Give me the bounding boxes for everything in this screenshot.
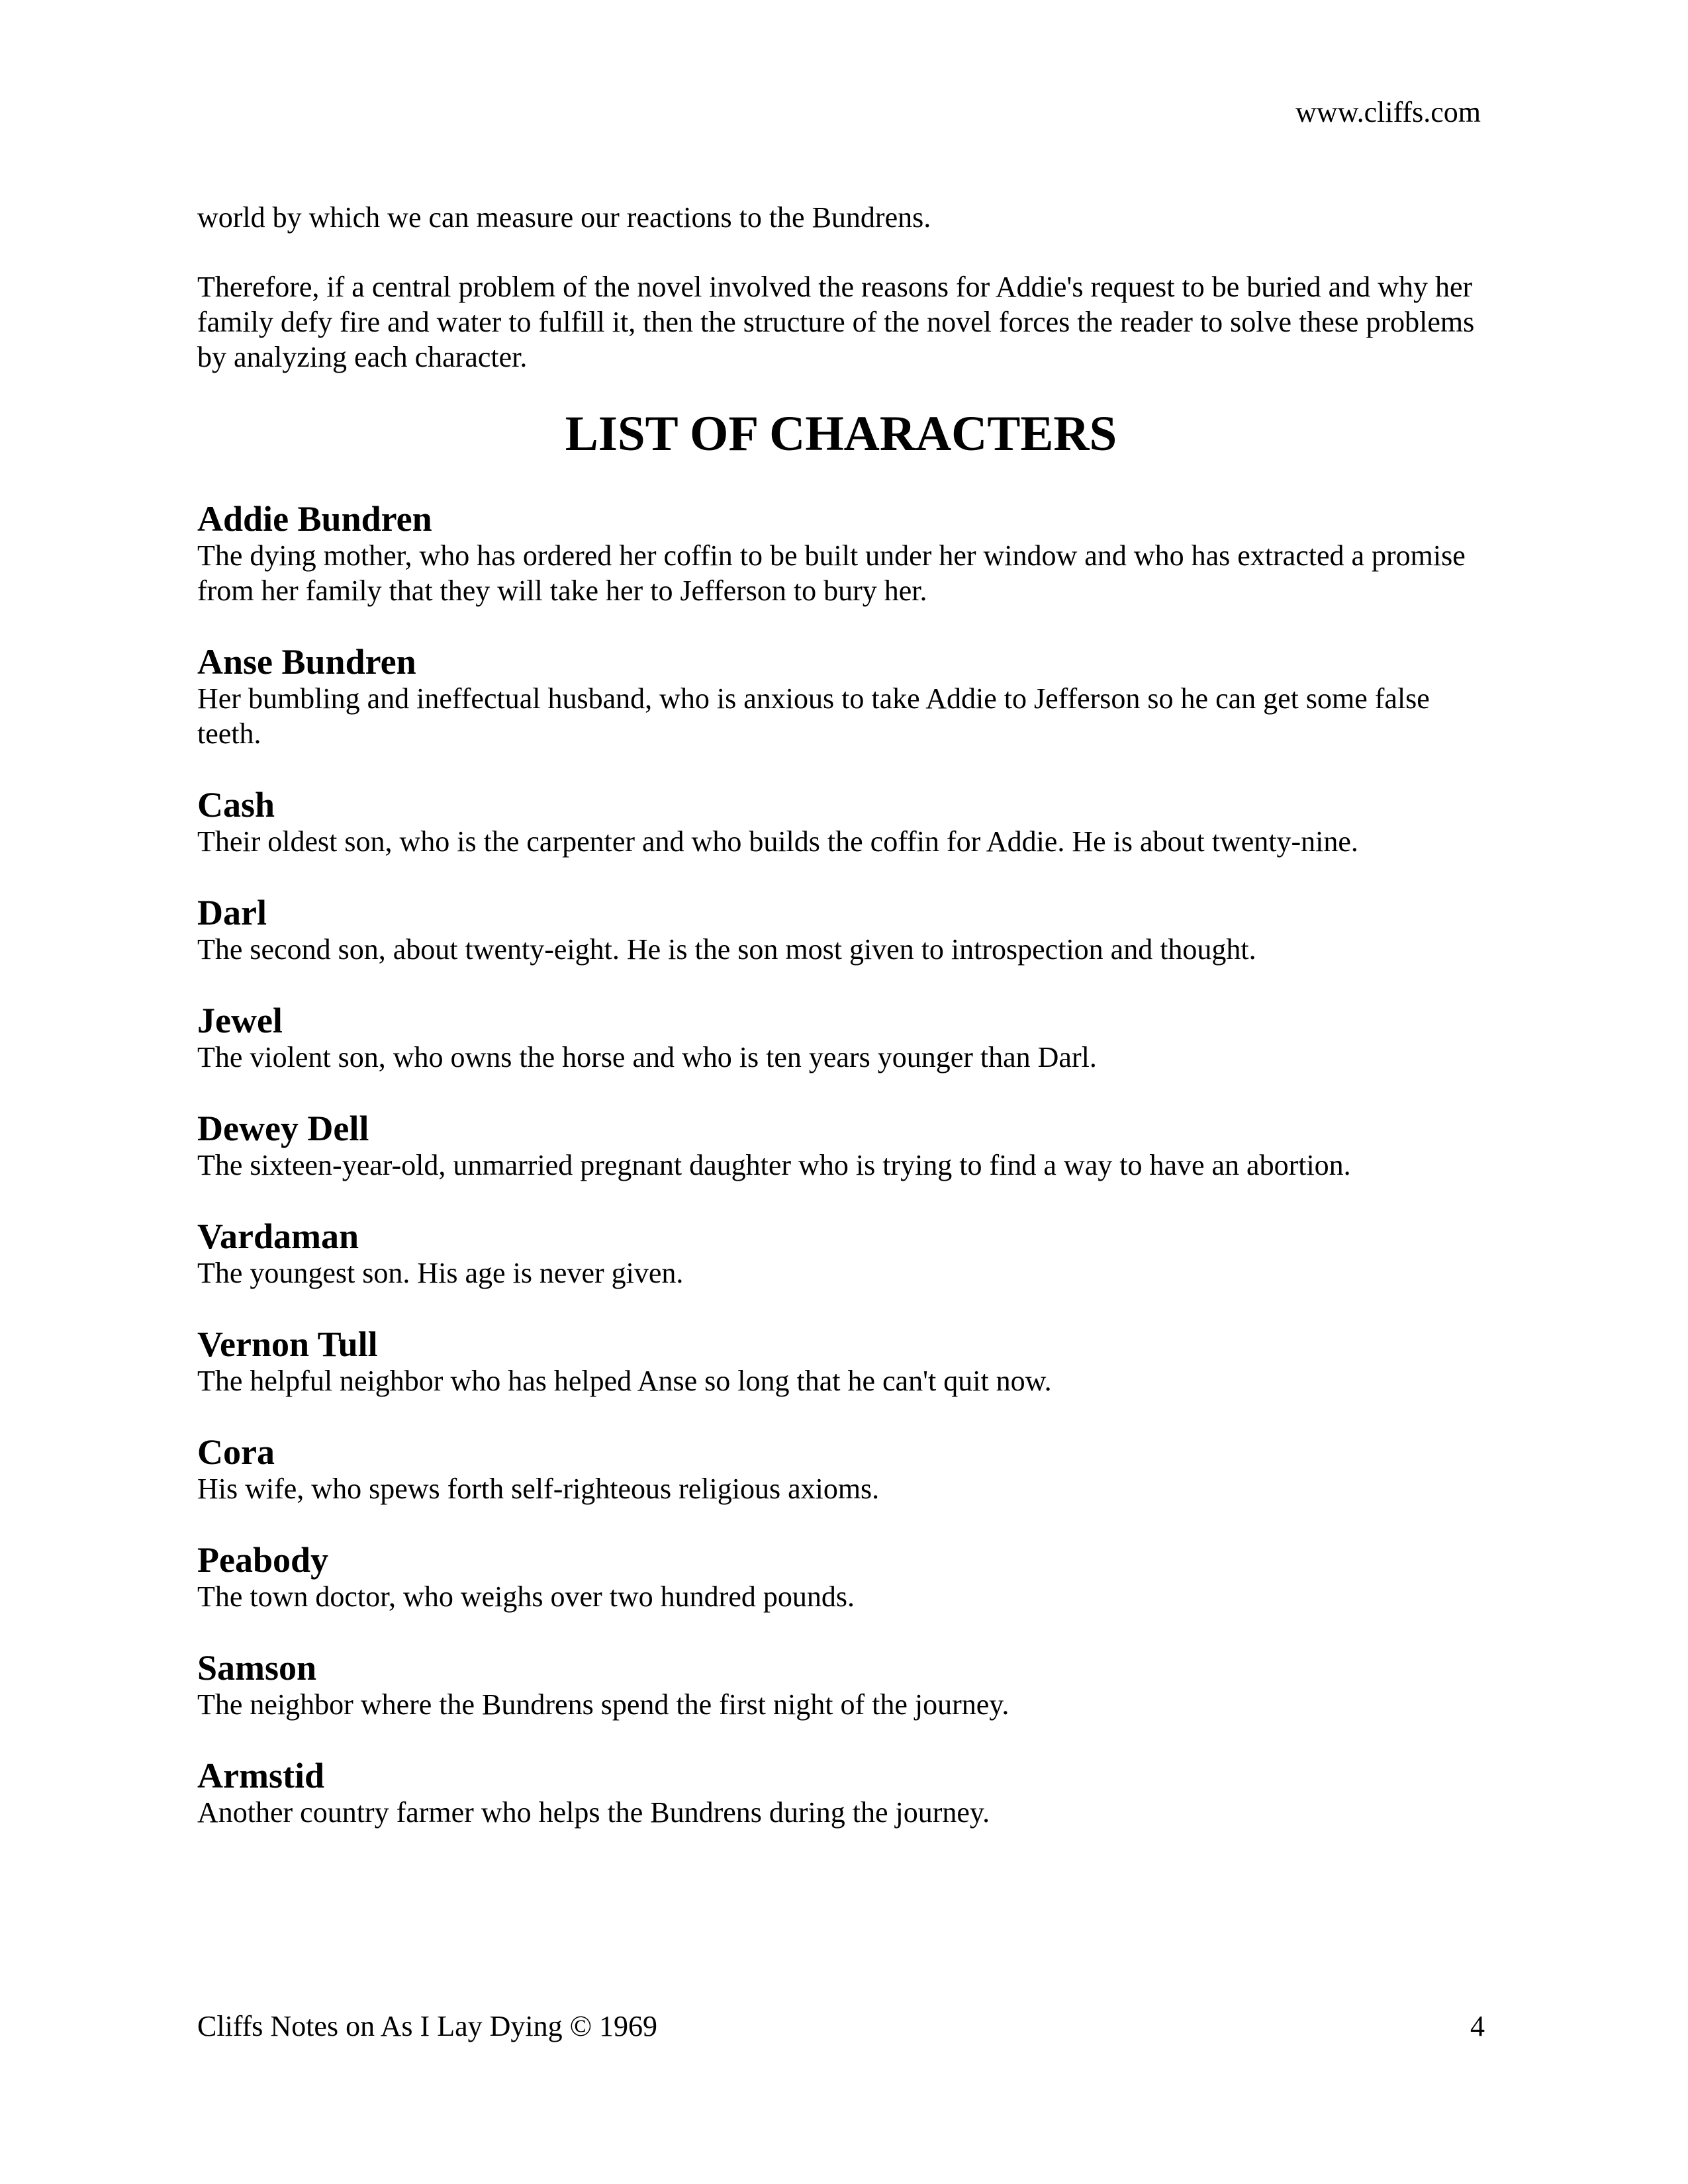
character-description: The town doctor, who weighs over two hundred pounds.	[197, 1580, 855, 1613]
character-description: Their oldest son, who is the carpenter and who builds the coffin for Addie. He is about twenty-nine.	[197, 825, 1358, 858]
page-content	[197, 200, 1485, 1864]
character-name: Cora	[197, 1432, 275, 1472]
character-name: Vardaman	[197, 1216, 359, 1256]
character-name: Jewel	[197, 1001, 283, 1040]
character-entry	[197, 1649, 1485, 1722]
character-entry	[197, 1325, 1485, 1398]
page-number: 4	[1470, 2010, 1485, 2042]
character-list	[197, 500, 1485, 1830]
character-name: Samson	[197, 1648, 317, 1688]
character-description: The sixteen-year-old, unmarried pregnant daughter who is trying to find a way to have an abortion.	[197, 1149, 1351, 1181]
character-name: Armstid	[197, 1756, 324, 1796]
character-description: The dying mother, who has ordered her coffin to be built under her window and who has extracted a promise from her family that they will take her to Jefferson to bury her.	[197, 539, 1466, 607]
character-description: His wife, who spews forth self-righteous religious axioms.	[197, 1473, 880, 1505]
character-entry	[197, 643, 1485, 751]
character-entry	[197, 1001, 1485, 1075]
character-entry	[197, 1541, 1485, 1614]
character-name: Peabody	[197, 1540, 329, 1580]
character-description: The youngest son. His age is never given.	[197, 1257, 684, 1289]
character-description: The second son, about twenty-eight. He is the son most given to introspection and thought.	[197, 933, 1256, 966]
character-name: Darl	[197, 893, 267, 933]
character-entry	[197, 500, 1485, 608]
character-description: Her bumbling and ineffectual husband, who is anxious to take Addie to Jefferson so he can get some false teeth.	[197, 682, 1430, 750]
character-entry	[197, 1433, 1485, 1506]
character-name: Anse Bundren	[197, 642, 416, 682]
character-description: Another country farmer who helps the Bundrens during the journey.	[197, 1796, 990, 1829]
character-description: The violent son, who owns the horse and who is ten years younger than Darl.	[197, 1041, 1097, 1073]
character-description: The neighbor where the Bundrens spend the first night of the journey.	[197, 1688, 1009, 1721]
character-name: Dewey Dell	[197, 1109, 369, 1148]
character-name: Vernon Tull	[197, 1324, 378, 1364]
character-name: Addie Bundren	[197, 499, 432, 539]
character-entry	[197, 893, 1485, 967]
section-title: LIST OF CHARACTERS	[565, 406, 1117, 461]
character-entry	[197, 1109, 1485, 1183]
character-name: Cash	[197, 785, 275, 825]
intro-paragraph: Therefore, if a central problem of the novel involved the reasons for Addie's request to be buried and why her family defy fire and water to fulfill it, then the structure of the novel forces the reader to solve these problems by analyzing each character.	[197, 271, 1475, 373]
character-description: The helpful neighbor who has helped Anse so long that he can't quit now.	[197, 1365, 1052, 1397]
header-url: www.cliffs.com	[1295, 96, 1481, 128]
character-entry	[197, 1756, 1485, 1830]
intro-continuation: world by which we can measure our reactions to the Bundrens.	[197, 201, 931, 234]
footer-title: Cliffs Notes on As I Lay Dying © 1969	[197, 2010, 658, 2042]
character-entry	[197, 1217, 1485, 1291]
character-entry	[197, 786, 1485, 859]
